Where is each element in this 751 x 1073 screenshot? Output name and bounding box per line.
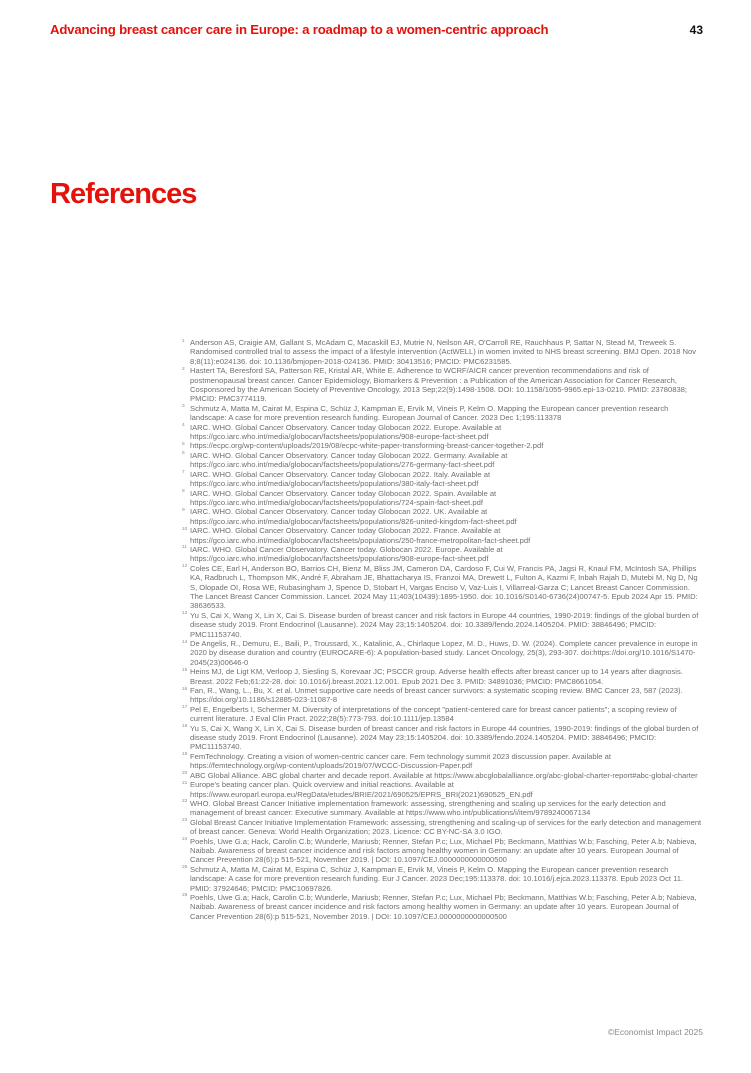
reference-text: https://ecpc.org/wp-content/uploads/2019/08/ecpc-white-paper-transforming-breast-cancer-together-2.pdf (190, 441, 544, 451)
reference-item (182, 723, 702, 752)
reference-item (182, 507, 702, 526)
reference-item (182, 403, 702, 423)
reference-text: IARC. WHO. Global Cancer Observatory. Cancer today Globocan 2022. France. Available at https://gco.iarc.who.int/media/globocan/factsheets/populations/250-france-metropolitan-fact-sheet.pdf (190, 526, 531, 545)
reference-item (182, 563, 702, 611)
reference-number: 7 (182, 470, 185, 476)
reference-text: FemTechnology. Creating a vision of women-centric cancer care. Fem technology summit 2023 discussion paper. Available at https://femtechnology.org/wp-content/uploads/2019/07/WCCC-Discussion-Paper.pdf (190, 751, 611, 771)
reference-text: Pel E, Engelberts I, Schermer M. Diversity of interpretations of the concept "patient-centered care for breast cancer patients"; a scoping review of current literature. J Eval Clin Pract. 2022;28(5):773-793. doi:10.1111/jep.13584 (190, 704, 677, 724)
reference-number: 4 (182, 423, 185, 429)
reference-item (182, 667, 702, 686)
reference-text: Heins MJ, de Ligt KM, Verloop J, Siesling S, Korevaar JC; PSCCR group. Adverse health effects after breast cancer up to 14 years after diagnosis. Breast. 2022 Feb;61:22-28. doi: 10.1016/j.breast.2021.12.001. Epub 2021 Dec 3. PMID: 34891036; PMCID: PMC8661054. (190, 667, 683, 686)
reference-number: 19 (182, 752, 188, 758)
page-title: References (50, 178, 197, 210)
reference-number: 16 (182, 686, 188, 692)
reference-text: IARC. WHO. Global Cancer Observatory. Cancer today Globocan 2022. Italy. Available at https://gco.iarc.who.int/media/globocan/factsheets/populations/380-italy-fact-sheet.pdf (190, 469, 491, 489)
reference-item (182, 441, 702, 451)
reference-text: Schmutz A, Matta M, Cairat M, Espina C, Schüz J, Kampman E, Ervik M, Vineis P, Kelm O. Mapping the European cancer prevention research landscape: A case for more prevention research funding. European Journal of Cancer. 2023 Dec 1;195:113378 (190, 403, 669, 423)
reference-text: Poehls, Uwe G.a; Hack, Carolin C.b; Wunderle, Mariusb; Renner, Stefan P.c; Lux, Michael Pb; Beckmann, Matthias W.b; Fasching, Peter A.b; Nabieva, Naibab. Awareness of breast cancer incidence and risk factors among healthy women in Germany: an update after 10 years. European Journal of Cancer Prevention 28(6):p 515-521, November 2019. | DOI: 10.1097/CEJ.0000000000000500 (190, 836, 697, 865)
reference-text: Coles CE, Earl H, Anderson BO, Barrios CH, Bienz M, Bliss JM, Cameron DA, Cardoso F, Cui W, Francis PA, Jagsi R, Knaul FM, McIntosh SA, Phillips KA, Radbruch L, Thompson MK, André F, Abraham JE, Bhattacharya IS, Franzoi MA, Drewett L, Fulton A, Kazmi F, Inbah Rajah D, Mutebi M, Ng D, Ng S, Olopade OI, Rosa WE, Rubasingham J, Spence D, Stobart H, Vargas Enciso V, Vaz-Luis I, Villarreal-Garza C; Lancet Breast Cancer Commission. The Lancet Breast Cancer Commission. Lancet. 2024 May 11;403(10439):1895-1950. doi: 10.1016/S0140-6736(24)00747-5. Epub 2024 Apr 15. PMID: 38636533. (190, 563, 698, 611)
reference-item (182, 798, 702, 818)
reference-item (182, 892, 702, 921)
reference-number: 3 (182, 404, 185, 410)
reference-number: 5 (182, 441, 185, 447)
reference-item (182, 366, 702, 404)
reference-number: 18 (182, 724, 188, 730)
reference-item (182, 469, 702, 489)
reference-item (182, 864, 702, 893)
reference-text: Poehls, Uwe G.a; Hack, Carolin C.b; Wunderle, Mariusb; Renner, Stefan P.c; Lux, Michael Pb; Beckmann, Matthias W.b; Fasching, Peter A.b; Nabieva, Naibab. Awareness of breast cancer incidence and risk factors among healthy women in Germany: an update after 10 years. European Journal of Cancer Prevention 28(6):p 515-521, November 2019. | DOI: 10.1097/CEJ.0000000000000500 (190, 892, 697, 921)
reference-item (182, 544, 702, 564)
reference-number: 21 (182, 780, 188, 786)
reference-item (182, 422, 702, 442)
page-number: 43 (689, 23, 703, 37)
reference-item (182, 836, 702, 865)
reference-item (182, 526, 702, 545)
reference-text: Yu S, Cai X, Wang X, Lin X, Cai S. Disease burden of breast cancer and risk factors in Europe 44 countries, 1990-2019: findings of the global burden of disease study 2019. Front Endocrinol (Lausanne). 2024 May 23;15:1405204. doi: 10.3389/fendo.2024.1405204. PMID: 38846496; PMCID: PMC11153740. (190, 610, 699, 639)
reference-item (182, 817, 702, 837)
reference-item (182, 704, 702, 724)
reference-number: 6 (182, 451, 185, 457)
reference-item (182, 770, 702, 780)
reference-text: IARC. WHO. Global Cancer Observatory. Cancer today Globocan 2022. Spain. Available at https://gco.iarc.who.int/media/globocan/factsheets/populations/724-spain-fact-sheet.pdf (190, 488, 497, 507)
reference-text: De Angelis, R., Demuru, E., Baili, P., Troussard, X., Katalinic, A., Chirlaque Lopez, M. D., Huws, D. W. (2024). Complete cancer prevalence in europe in 2020 by disease duration and country (EUROCARE-6): A population-based study. Lancet Oncology, 25(3), 293-307. doi:https://doi.org/10.1016/S1470-2045(23)00646-0 (190, 639, 698, 667)
reference-text: IARC. WHO. Global Cancer Observatory. Cancer today. Globocan 2022. Europe. Available at https://gco.iarc.who.int/media/globocan/factsheets/populations/908-europe-fact-sheet.pdf (190, 544, 503, 564)
reference-text: ABC Global Alliance. ABC global charter and decade report. Available at https://www.abcglobalalliance.org/abc-global-charter-report#abc-global-charter (190, 770, 698, 780)
reference-number: 9 (182, 507, 185, 513)
reference-text: Yu S, Cai X, Wang X, Lin X, Cai S. Disease burden of breast cancer and risk factors in Europe 44 countries, 1990-2019: findings of the global burden of disease study 2019. Front Endocrinol (Lausanne). 2024 May 23;15:1405204. doi: 10.3389/fendo.2024.1405204. PMID: 38846496; PMCID: PMC11153740. (190, 723, 699, 752)
references-list (182, 338, 702, 921)
reference-text: Hastert TA, Beresford SA, Patterson RE, Kristal AR, White E. Adherence to WCRF/AICR cancer prevention recommendations and risk of postmenopausal breast cancer. Cancer Epidemiology, Biomarkers & Prevention : a Publication of the American Association for Cancer Research, Cosponsored by the American Society of Preventive Oncology. 2013 Sep;22(9):1498-1508. DOI: 10.1158/1055-9965.epi-13-0210. PMID: 23780838; PMCID: PMC3774119. (190, 366, 688, 404)
reference-item (182, 450, 702, 470)
reference-item (182, 488, 702, 508)
reference-number: 12 (182, 564, 188, 570)
reference-number: 11 (182, 545, 187, 551)
reference-number: 26 (182, 893, 188, 899)
reference-text: Europe's beating cancer plan. Quick overview and initial reactions. Available at https://www.europarl.europa.eu/RegData/etudes/BRIE/2021/690525/EPRS_BRI(2021)690525_EN.pdf (190, 780, 533, 799)
reference-number: 23 (182, 818, 188, 824)
reference-item (182, 610, 702, 639)
reference-text: IARC. WHO. Global Cancer Observatory. Cancer today Globocan 2022. UK. Available at https://gco.iarc.who.int/media/globocan/factsheets/populations/826-united-kingdom-fact-sheet.pdf (190, 507, 517, 526)
reference-number: 10 (182, 526, 188, 532)
reference-text: Global Breast Cancer Initiative Implementation Framework: assessing, strengthening and scaling-up of services for the early detection and management of breast cancer. Geneva: World Health Organization; 2023. Licence: CC BY-NC-SA 3.0 IGO. (190, 817, 702, 837)
reference-item (182, 686, 702, 705)
reference-text: Fan, R., Wang, L., Bu, X. et al. Unmet supportive care needs of breast cancer survivors: a systematic scoping review. BMC Cancer 23, 587 (2023). https://doi.org/10.1186/s12885-023-11087-8 (190, 686, 683, 705)
reference-number: 15 (182, 667, 188, 673)
header-title: Advancing breast cancer care in Europe: a roadmap to a women-centric approach (50, 22, 549, 37)
footer-copyright: ©Economist Impact 2025 (607, 1027, 703, 1037)
reference-number: 13 (182, 611, 188, 617)
reference-item (182, 780, 702, 799)
reference-item (182, 338, 702, 366)
reference-number: 1 (182, 338, 185, 344)
reference-number: 17 (182, 705, 188, 711)
reference-item (182, 751, 702, 771)
reference-text: WHO. Global Breast Cancer Initiative implementation framework: assessing, strengthening and scaling up services for the early detection and management of breast cancer: Executive summary. Available at https://www.who.int/publications/i/item/9789240067134 (190, 798, 666, 818)
reference-text: Schmutz A, Matta M, Cairat M, Espina C, Schüz J, Kampman E, Ervik M, Vineis P, Kelm O. Mapping the European cancer prevention research landscape: A case for more prevention research funding. Eur J Cancer. 2023 Dec;195:113378. doi: 10.1016/j.ejca.2023.113378. Epub 2023 Oct 11. PMID: 37924646; PMCID: PMC10697826. (190, 864, 684, 893)
reference-text: IARC. WHO. Global Cancer Observatory. Cancer today Globocan 2022. Germany. Available at https://gco.iarc.who.int/media/globocan/factsheets/populations/276-germany-fact-sheet.pdf (190, 450, 508, 470)
reference-number: 25 (182, 865, 188, 871)
reference-number: 14 (182, 639, 188, 645)
reference-text: IARC. WHO. Global Cancer Observatory. Cancer today Globocan 2022. Europe. Available at https://gco.iarc.who.int/media/globocan/factsheets/populations/908-europe-fact-sheet.pdf (190, 422, 502, 442)
reference-item (182, 639, 702, 667)
reference-number: 8 (182, 489, 185, 494)
reference-text: Anderson AS, Craigie AM, Gallant S, McAdam C, Macaskill EJ, Mutrie N, Neilson AR, O'Carroll RE, Rauchhaus P, Sattar N, Stead M, Treweek S. Randomised controlled trial to assess the impact of a lifestyle intervention (ActWELL) in women invited to NHS breast screening. BMJ Open. 2018 Nov 8;8(11):e024136. doi: 10.1136/bmjopen-2018-024136. PMID: 30413516; PMCID: PMC6231585. (190, 338, 697, 366)
reference-number: 2 (182, 366, 185, 372)
reference-number: 24 (182, 837, 188, 843)
reference-number: 20 (182, 771, 188, 777)
reference-number: 22 (182, 799, 188, 805)
